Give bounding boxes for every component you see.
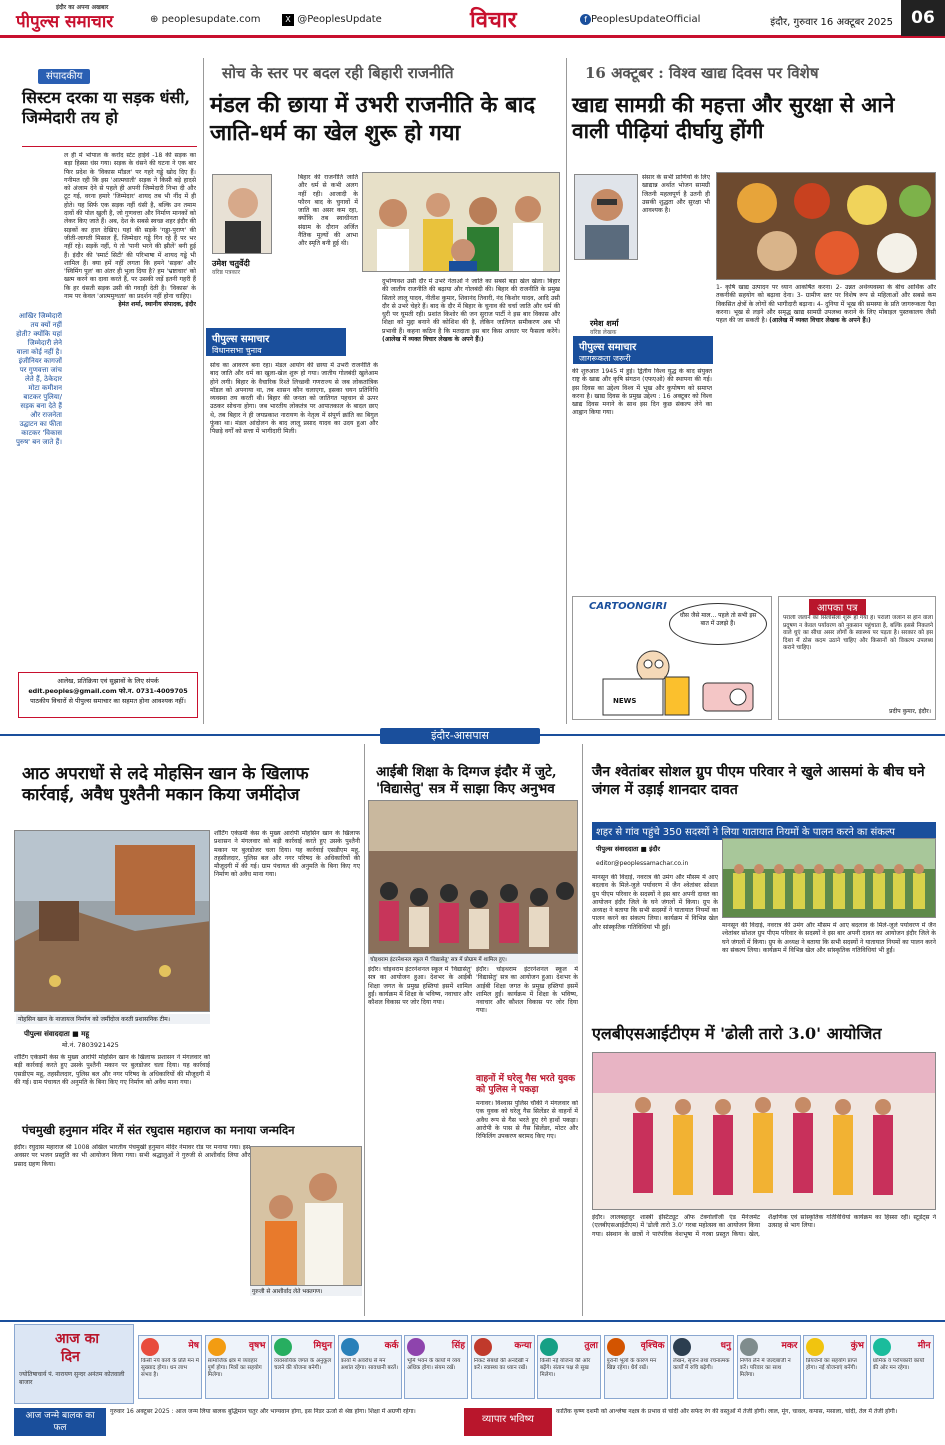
zodiac-icon	[540, 1338, 558, 1356]
editorial-pullquote: आखिर जिम्मेदारी तय क्यों नहीं होती? क्योंकि यहां जिम्मेदारी लेने वाला कोई नहीं है। इंजीनियर कागजों पर गुणवत्ता जांच लेते हैं, ठेकेदार मोटा कमीशन बाटकर पुलिया/सड़क बना देते हैं और राजनेता उद्घाटन का फीता काटकर 'विकास पुरुष' बन जाते हैं।	[15, 312, 62, 446]
series-badge: पीपुल्स समाचार विधानसभा चुनाव	[206, 328, 346, 356]
sign-text: निकट संबंधों की अनदेखी न करें। स्वास्थ्य का ध्यान रखें।	[473, 1358, 529, 1371]
letter-box	[778, 596, 936, 720]
horoscope-sign	[870, 1335, 934, 1399]
zodiac-icon	[407, 1338, 425, 1356]
food-author-role: वरिष्ठ लेखक	[590, 329, 617, 336]
jain-body-1: मानसून की विदाई, नवरात्र की उमंग और मौसम में आए बदलाव के मिले-जुले पर्यावरण में जैन श्वेतांबर सोशल ग्रुप पीएम परिवार के सदस्यों ने इस बार अपनी दावत का आयोजन इंदौर जिले के घने जंगलों में किया। ग्रुप के अध्यक्ष ने बताया कि सभी सदस्यों ने यातायात नियमों का पालन करने का संकल्प लिया। कार्यक्रम में विभिन्न खेल और सांस्कृतिक गतिविधियां भी हुईं।	[592, 874, 718, 931]
cartoon-panel	[572, 596, 772, 720]
issue-date: इंदौर, गुरुवार 16 अक्टूबर 2025	[770, 17, 893, 28]
jain-subtitle: शहर से गांव पहुंचे 350 सदस्यों ने लिया यातायात नियमों के पालन करने का संकल्प	[592, 822, 936, 840]
horoscope-sign	[404, 1335, 468, 1399]
mohsin-title: आठ अपराधों से लदे मोहसिन खान के खिलाफ कार्रवाई, अवैध पुश्तैनी मकान किया जमींदोज	[22, 764, 309, 806]
bihar-author-role: वरिष्ठ पत्रकार	[212, 269, 241, 276]
seminar-photo	[368, 800, 578, 954]
birthday-text: गुरुवार 16 अक्टूबर 2025 : आज जन्म लिया बालक बुद्धिमान चतुर और भाग्यवान होगा, इस निडर ऊर्जा से श्रेष्ठ होगा। शिक्षा में अग्रणी रहेगा।	[110, 1408, 416, 1415]
editorial-body: ल ही में भोपाल के करोंद स्टेट हाईवे -18 की सड़क का बड़ा हिस्सा धंस गया। सड़क के धंसने की घटना ने एक बार फिर प्रदेश के 'विकास मॉडल' पर गहरे गड्ढे खोद दिए हैं। गनीमत रही कि इस 'आत्मघाती' सड़क ने किसी बड़े हादसे को अंजाम देने से पहले ही अपनी जिम्मेदारी निभा दी और टूट गई, वरना हमारे 'जिम्मेदार' शायद तब भी नींद में ही होते। यह सिर्फ एक सड़क नहीं धंसी है, बल्कि उन तमाम दावों की पोल खुली है, जो गुणवत्ता और निर्माण मानकों को लेकर किए जाते हैं। अब, देश के सबसे स्वच्छ शहर इंदौर की सड़कों का हाल देखिए। यहां की सड़कें 'गड्ढा-पुराण' की जीती-जागती मिसाल हैं, जिम्मेदार गड्ढे गिन रहे हैं पर भर नहीं रहे। सड़कें नहीं, ये तो 'पानी भरने की झीलें' बनी हुई हैं। इंदौर की 'स्मार्ट सिटी' की परिभाषा में शायद गड्ढे भी शामिल हैं। क्या हमें नहीं लगता कि हमने 'सड़क' और 'स्विमिंग पूल' का अंतर ही भुला दिया है? हम 'भ्रष्टाचार' को खत्म करने का दावा करते हैं, पर उसकी जड़ें इतनी गहरी हैं कि हर धंसती सड़क उसी की गवाही देती है। 'विकास' के नाम पर केवल 'आत्ममुग्धता' का प्रदर्शन नहीं होना चाहिए। हेमंत शर्मा, स्थानीय संपादक, इंदौर	[64, 152, 196, 309]
business-label: व्यापार भविष्य	[464, 1408, 552, 1436]
sign-name: वृषभ	[248, 1341, 266, 1351]
cartoon-drawing	[583, 637, 763, 717]
horoscope-sign	[205, 1335, 269, 1399]
dholi-body: इंदौर। लालबहादुर शास्त्री इंस्टिट्यूट ऑफ टेक्नोलॉजी एंड मैनेजमेंट (एलबीएसआईटीएम) में 'ढोली तारो 3.0' गरबा महोत्सव का आयोजन किया गया। संस्थान के छात्रों ने पारंपरिक वेशभूषा में गरबा प्रस्तुत किया। खेल, शैक्षणिक एवं सांस्कृतिक गतिविधियां कार्यक्रम का हिस्सा रहीं। स्टूडेंट्स ने उत्साह से भाग लिया।	[592, 1214, 936, 1238]
rugudas-title: पंचमुखी हनुमान मंदिर में संत रघुदास महाराज का मनाया जन्मदिन	[22, 1123, 295, 1137]
demolition-caption: मोहसिन खान के नाजायज निर्माण को जमींदोज करती प्रशासनिक टीम।	[16, 1014, 210, 1024]
sign-text: किसी नये कार्य के प्रति मन में सुख्याद होगा। धन लाभ संभव है।	[141, 1358, 199, 1378]
sign-text: कार्यों में अवरोध से मन अशांत रहेगा। सावधानी बरतें।	[340, 1358, 399, 1371]
sign-name: तुला	[584, 1341, 598, 1351]
zodiac-icon	[208, 1338, 226, 1356]
sign-text: लेखन, सृजन तथा रचनात्मक कार्यों में रुचि बढ़ेगी।	[673, 1358, 730, 1371]
business-text: कार्तिक कृष्ण दशमी को आश्लेषा नक्षत्र के प्रभाव से चांदी और सफेद रंग की वस्तुओं में तेजी होगी। लाल, मूंग, चावल, कपास, मसाला, चांदी, तेल में तेजी होगी।	[556, 1408, 898, 1415]
horoscope-sign	[271, 1335, 335, 1399]
zodiac-icon	[341, 1338, 359, 1356]
bihar-intro: बिहार की राजनीति जाति और धर्म से कभी अलग नहीं रही। आजादी के फौरन बाद के चुनावों में जाति का असर कम रहा, क्योंकि तब स्वाधीनता संग्राम के दौरान अर्जित नैतिक मूल्यों की आभा और स्मृति बनी हुई थी।	[298, 174, 358, 248]
horoscope-sign	[338, 1335, 402, 1399]
sign-name: मिथुन	[313, 1341, 332, 1351]
sign-name: धनु	[720, 1341, 731, 1351]
zodiac-icon	[673, 1338, 691, 1356]
food-intro: संसार के सभी प्राणियों के लिए खाद्यान्न अर्थात भोजन सामग्री जितनी महत्वपूर्ण है उतनी ही उसकी शुद्धता और सुरक्षा भी आवश्यक है।	[642, 174, 710, 215]
zodiac-icon	[740, 1338, 758, 1356]
horoscope-sign	[537, 1335, 601, 1399]
sign-name: वृश्चिक	[640, 1341, 665, 1351]
website-link[interactable]: ⊕ peoplesupdate.com	[150, 14, 261, 25]
local-section-banner: इंदौर-आसपास	[380, 728, 540, 744]
garba-photo	[592, 1052, 936, 1210]
facebook-handle[interactable]: f PeoplesUpdateOfficial	[580, 14, 700, 25]
sign-name: मीन	[917, 1341, 931, 1351]
dholi-title: एलबीएसआईटीएम में 'ढोली तारो 3.0' आयोजित	[592, 1024, 882, 1043]
letter-title: आपका पत्र	[809, 599, 866, 615]
zodiac-icon	[274, 1338, 292, 1356]
bihar-author: उमेश चतुर्वेदी	[212, 259, 250, 268]
zodiac-icon	[806, 1338, 824, 1356]
zodiac-icon	[607, 1338, 625, 1356]
birthday-label: आज जन्मे बालक का फल	[14, 1408, 106, 1436]
rugudas-body: इंदौर। रघुदास महाराज श्री 1008 अखिल भारतीय पंचमुखी हनुमान मंदिर नेमावर रोड पर मनाया गया। इस अवसर पर भजन प्रस्तुति का भी आयोजन किया गया। सभी श्रद्धालुओं ने गुरुजी से आशीर्वाद लिया और प्रसाद ग्रहण किया।	[14, 1144, 250, 1168]
section-title: विचार	[470, 8, 517, 33]
ib-body: इंदौर। चोइथराम इंटरनेशनल स्कूल में 'विद्यासेतु' सत्र का आयोजन हुआ। देशभर के आईबी शिक्षा जगत के प्रमुख हस्तियां इसमें शामिल हुईं। कार्यक्रम में शिक्षा के भविष्य, नवाचार और कौशल विकास पर जोर दिया गया।	[368, 966, 472, 1007]
bihar-column-2: दुर्भाग्यवश उसी दौर में उभरे नेताओं ने जाति का सबसे बड़ा खेल खेला। बिहार की जातीय राजनीति की बढ़ाया और गोलबंदी की। बिहार की राजनीति के प्रमुख सितारे लालू यादव, नीतीश कुमार, शिवानंद तिवारी, नंद किशोर यादव, आदि उसी दौर से उभरे चेहरे हैं। बाद के दौर में बिहार के चुनाव की चर्चा जाति और धर्म की धुरी पर घूमती रही। प्रशांत किशोर की जन सुराज पार्टी ने इस बार विकास और शिक्षा को मुद्दा बनाने की कोशिश की है, लेकिन जातिगत समीकरण अब भी प्रभावी हैं। कहना कठिन है कि मतदाता इस बार किस आधार पर फैसला करेंगे। (आलेख में व्यक्त विचार लेखक के अपने हैं।)	[382, 278, 560, 344]
zodiac-icon	[474, 1338, 492, 1356]
mohsin-phone: मो.नं. 7803921425	[62, 1041, 119, 1049]
letter-author: प्रदीप कुमार, इंदौर।	[889, 708, 931, 715]
jain-body-2: मानसून की विदाई, नवरात्र की उमंग और मौसम में आए बदलाव के मिले-जुले पर्यावरण में जैन श्वेतांबर सोशल ग्रुप पीएम परिवार के सदस्यों ने इस बार अपनी दावत का आयोजन इंदौर जिले के घने जंगलों में किया। ग्रुप के अध्यक्ष ने बताया कि सभी सदस्यों ने यातायात नियमों का पालन करने का संकल्प लिया। कार्यक्रम में विभिन्न खेल और सांस्कृतिक गतिविधियां भी हुईं।	[722, 922, 936, 954]
sign-text: सामाजिक क्षेत्र में व्यवहार पूर्ण होगा। मित्रों का सहयोग मिलेगा।	[207, 1358, 262, 1378]
horoscope-sign	[670, 1335, 734, 1399]
speech-bubble: धौस जैसे माल... पहले तो सभी इस बात में उलझे हैं।	[669, 603, 767, 645]
food-author-photo	[574, 174, 638, 260]
masthead	[0, 0, 945, 38]
bihar-column-1: सोच का आवरण बना रहा। मंडल आयोग की छाया में उभरी राजनीति के बाद जाति और धर्म का खुला-खेल शुरू हो गया। जातीय गोलबंदी खुलेआम होने लगी। बिहार के वैचारिक रिश्ते लिच्छवी गणराज्य से जब लोकतांत्रिक मॉडल को अपनाया था, तब शासन कौन चलाएगा, इसका चयन प्रतिनिधि व्यवस्था तय करती थी। बिहार की जनता को जातिगत पहचान से ऊपर उठकर सोचना होगा। जब भारतीय लोकतंत्र पर आपातकाल के बादल छाए थे, तब बिहार ने ही जयप्रकाश नारायण के नेतृत्व में संपूर्ण क्रांति का बिगुल फूंका था। मंडल आंदोलन के बाद लालू प्रसाद यादव का उदय हुआ और पिछड़े वर्गों को सत्ता में भागीदारी मिली।	[210, 362, 378, 436]
bihar-kicker: सोच के स्तर पर बदल रही बिहारी राजनीति	[222, 64, 454, 82]
mohsin-byline: पीपुल्स संवाददाता ■ महू	[24, 1030, 90, 1038]
zodiac-icon	[873, 1338, 891, 1356]
police-body: मनावर। विश्वास पुलिस चौकी ने मंगलवार को एक युवक को घरेलू गैस सिलेंडर से वाहनों में अवैध रूप से गैस भरते हुए रंगे हाथों पकड़ा। आरोपी के पास से गैस सिलेंडर, मोटर और रिफिलिंग उपकरण बरामद किए गए।	[476, 1100, 578, 1141]
saint-photo	[250, 1146, 362, 1286]
food-column-1: की शुरुआत 1945 में हुई। द्वितीय विश्व युद्ध के बाद संयुक्त राष्ट्र के खाद्य और कृषि संगठन (एफएओ) की स्थापना की गई। इस दिवस का उद्देश्य विश्व में भूख और कुपोषण को समाप्त करना है। खाद्य दिवस के प्रमुख उद्देश्य : 16 अक्टूबर को विश्व खाद्य दिवस मनाने के साथ इस दिन कुछ संकल्प लेने का आह्वान किया गया।	[572, 368, 712, 417]
food-title: खाद्य सामग्री की महत्ता और सुरक्षा से आने वाली पीढ़ियां दीर्घायु होंगी	[572, 92, 895, 144]
mohsin-body-1: शॉर्टिंग एकेडमी केस के मुख्य आरोपी मोहसिन खान के खिलाफ प्रशासन ने मंगलवार को बड़ी कार्रवाई करते हुए उसके पुश्तैनी मकान पर बुलडोजर चला दिया। यह कार्रवाई एसडीएम महू, तहसीलदार, पुलिस बल और नगर परिषद के अधिकारियों की मौजूदगी में की गई। ग्राम पंचायत की अनुमति के बिना किए गए निर्माण को अवैध माना गया।	[14, 1054, 210, 1086]
editorial-tag: संपादकीय	[38, 64, 90, 83]
horoscope-header: आज का दिन ज्योतिषाचार्य पं. नारायण सुन्दर अनंतम कोतवाली बाजार	[14, 1324, 134, 1404]
saint-caption: गुरुजी से आशीर्वाद लेते भक्तगण।	[250, 1286, 362, 1296]
horoscope-sign	[737, 1335, 801, 1399]
twitter-handle[interactable]: X @PeoplesUpdate	[282, 14, 382, 26]
sign-name: मकर	[781, 1341, 798, 1351]
mohsin-body-2: शॉर्टिंग एकेडमी केस के मुख्य आरोपी मोहसिन खान के खिलाफ प्रशासन ने मंगलवार को बड़ी कार्रवाई करते हुए उसके पुश्तैनी मकान पर बुलडोजर चला दिया। यह कार्रवाई एसडीएम महू, तहसीलदार, पुलिस बल और नगर परिषद के अधिकारियों की मौजूदगी में की गई। ग्राम पंचायत की अनुमति के बिना किए गए निर्माण को अवैध माना गया।	[214, 830, 360, 879]
cartoon-newspaper-label: NEWS	[613, 697, 637, 705]
demolition-photo	[14, 830, 210, 1012]
sign-text: पुरानी भूलों के कारण मन खिन्न रहेगा। धैर्य रखें।	[606, 1358, 657, 1371]
sign-name: मेष	[188, 1341, 199, 1351]
jain-title: जैन श्वेतांबर सोशल ग्रुप पीएम परिवार ने खुले आसमां के बीच घने जंगल में उड़ाई शानदार दावत	[592, 764, 925, 798]
police-title: वाहनों में घरेलू गैस भरते युवक को पुलिस ने पकड़ा	[476, 1074, 576, 1096]
editorial-title: सिस्टम दरका या सड़क धंसी, जिम्मेदारी तय हो	[22, 88, 191, 127]
page-number: 06	[901, 0, 945, 36]
sign-text: किसी नई योजना की ओर बढ़ेंगे। संतान पक्ष से सुख मिलेगा।	[540, 1358, 591, 1378]
contact-notice: आलेख, प्रतिक्रिया एवं सुझावों के लिए संपर्क edit.peoples@gmail.com फो.न. 0731-4009705 पाठकीय विचारों से पीपुल्स समाचार का सहमत होना आवश्यक नहीं।	[18, 672, 198, 718]
horoscope-sign	[803, 1335, 867, 1399]
author-photo	[212, 174, 272, 254]
bihar-politicians-photo	[362, 172, 560, 272]
jain-group-photo	[722, 838, 936, 918]
sign-text: भूमि भवन के कार्यों में व्यय अधिक होगा। संयम रखें।	[407, 1358, 461, 1371]
food-series-badge: पीपुल्स समाचार जागरूकता जरूरी	[573, 336, 713, 364]
bihar-title: मंडल की छाया में उभरी राजनीति के बाद जाति-धर्म का खेल शुरू हो गया	[210, 92, 536, 146]
sign-name: कर्क	[384, 1341, 399, 1351]
newspaper-logo[interactable]: इंदौर का अपना अखबार पीपुल्स समाचार	[16, 4, 114, 32]
twitter-icon: X	[282, 14, 294, 26]
ib-title: आईबी शिक्षा के दिग्गज इंदौर में जुटे, 'विद्यासेतु' सत्र में साझा किए अनुभव	[376, 764, 557, 797]
horoscope-sign	[138, 1335, 202, 1399]
ib-body-2: इंदौर। चोइथराम इंटरनेशनल स्कूल में 'विद्यासेतु' सत्र का आयोजन हुआ। देशभर के आईबी शिक्षा जगत के प्रमुख हस्तियां इसमें शामिल हुईं। कार्यक्रम में शिक्षा के भविष्य, नवाचार और कौशल विकास पर जोर दिया गया।	[476, 966, 578, 1015]
food-kicker: 16 अक्टूबर : विश्व खाद्य दिवस पर विशेष	[585, 64, 819, 82]
sign-text: प्रियजनों का सहयोग प्राप्त होगा। नई योजनाएं बनेंगी।	[806, 1358, 857, 1371]
seminar-caption: चोइथराम इंटरनेशनल स्कूल में 'विद्यासेतु' सत्र में प्रोग्राम में शामिल हुए।	[368, 954, 578, 964]
horoscope-sign	[604, 1335, 668, 1399]
cartoon-label: CARTOONGIRI	[589, 601, 667, 612]
sign-name: सिंह	[451, 1341, 465, 1351]
facebook-icon: f	[580, 14, 591, 25]
jain-byline: पीपुल्स संवाददाता ■ इंदौर	[596, 845, 661, 853]
letter-body: पराली जलाने का सिलसिला शुरू हो गया है। पराली जलाने से होने वाला प्रदूषण न केवल पर्यावरण को नुकसान पहुंचाता है, बल्कि इससे निकलने वाले धुएं का सीधा असर लोगों के स्वास्थ्य पर पड़ता है। सरकार को इस दिशा में ठोस कदम उठाने चाहिए और किसानों को विकल्प उपलब्ध कराने चाहिए।	[783, 615, 933, 651]
food-photo	[716, 172, 936, 280]
sign-text: निर्णय लेने में जल्दबाजी न करें। परिवार का साथ मिलेगा।	[739, 1358, 791, 1378]
sign-text: व्यवसायिक जगत के अनुकूल चलने की योजना बनेगी।	[274, 1358, 332, 1371]
sign-name: कन्या	[514, 1341, 532, 1351]
sign-text: धार्मिक व परोपकारी कार्यों की ओर मन रहेगा।	[872, 1358, 925, 1371]
jain-email: editor@peoplessamachar.co.in	[596, 860, 689, 867]
zodiac-icon	[141, 1338, 159, 1356]
horoscope-sign	[471, 1335, 535, 1399]
food-author: रमेश शर्मा	[590, 319, 619, 328]
food-column-2: 1- कृषि खाद्य उत्पादन पर ध्यान आकर्षित करना। 2- उन्नत अर्थव्यवस्था के बीच आर्थिक और तकनीकी सहयोग को बढ़ावा देना। 3- ग्रामीण स्तर पर विशेष रूप से महिलाओं और सबसे कम विकसित क्षेत्रों के लोगों की भागीदारी बढ़ाना। 4- दुनिया में भूख की समस्या के प्रति जागरूकता पैदा करना। भूख से लड़ने और समृद्ध खाद्य सामग्री उपलब्ध कराने के लिए मोबाइल पुस्तकालय जैसी पहल की जा सकती है। (आलेख में व्यक्त विचार लेखक के अपने हैं।)	[716, 284, 936, 325]
sign-name: कुंभ	[850, 1341, 864, 1351]
